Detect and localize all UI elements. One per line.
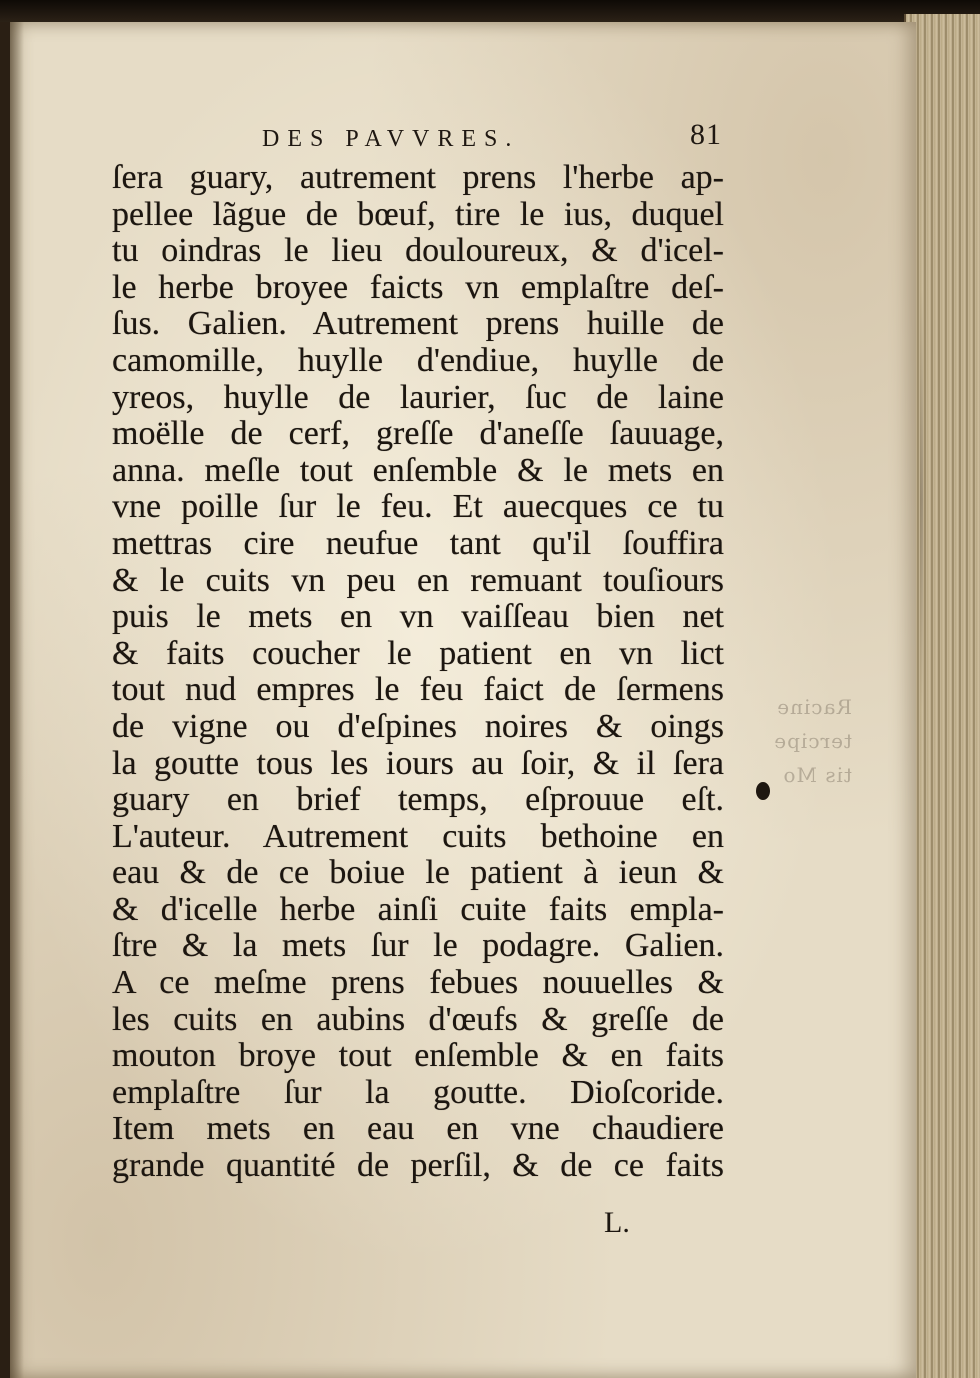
- pencil-mark: [920, 290, 923, 710]
- text-line: la goutte tous les iours au ſoir, & il ſera: [112, 744, 724, 782]
- text-line: & d'icelle herbe ainſi cuite faits empla-: [112, 890, 724, 928]
- running-head: DES PAVVRES.: [262, 126, 520, 152]
- text-line: moëlle de cerf, greſſe d'aneſſe ſauuage,: [112, 415, 724, 453]
- text-line: vne poille ſur le feu. Et auecques ce tu: [112, 488, 724, 526]
- text-line: mouton broye tout enſemble & en faits: [112, 1037, 724, 1075]
- text-line: yreos, huylle de laurier, ſuc de laine: [112, 378, 724, 416]
- margin-bleed-line: Racine: [776, 695, 852, 719]
- text-line: le herbe broyee faicts vn emplaſtre deſ-: [112, 268, 724, 306]
- text-line: ſtre & la mets ſur le podagre. Galien.: [112, 927, 724, 965]
- page-header: [262, 118, 722, 162]
- text-line: camomille, huylle d'endiue, huylle de: [112, 341, 724, 379]
- text-line: & le cuits vn peu en remuant touſiours: [112, 561, 724, 599]
- text-line: mettras cire neufue tant qu'il ſouffira: [112, 524, 724, 562]
- text-line: tu oindras le lieu douloureux, & d'icel-: [112, 232, 724, 270]
- text-line: pellee lãgue de bœuf, tire le ius, duquel: [112, 195, 724, 233]
- text-line: guary en brief temps, eſprouue eſt.: [112, 781, 724, 819]
- text-line: anna. meſle tout enſemble & le mets en: [112, 451, 724, 489]
- margin-bleed-line: tercipe: [773, 729, 852, 753]
- margin-show-through: [742, 690, 852, 792]
- text-line: puis le mets en vn vaiſſeau bien net: [112, 598, 724, 636]
- text-line: ſera guary, autrement prens l'herbe ap-: [112, 159, 724, 196]
- book-cover-edge: [0, 0, 980, 22]
- text-line: A ce meſme prens febues nouuelles &: [112, 964, 724, 1002]
- text-line: les cuits en aubins d'œufs & greſſe de: [112, 1000, 724, 1038]
- text-line: emplaſtre ſur la goutte. Dioſcoride.: [112, 1073, 724, 1111]
- text-line: L'auteur. Autrement cuits bethoine en: [112, 817, 724, 855]
- signature-mark: L.: [604, 1206, 630, 1239]
- text-line: & faits coucher le patient en vn lict: [112, 634, 724, 672]
- margin-bleed-line: tis Mo: [782, 763, 852, 787]
- text-line: de vigne ou d'eſpines noires & oings: [112, 707, 724, 745]
- body-text: [112, 160, 724, 1185]
- text-line: eau & de ce boiue le patient à ieun &: [112, 854, 724, 892]
- text-line: ſus. Galien. Autrement prens huille de: [112, 305, 724, 343]
- text-line: grande quantité de perſil, & de ce faits: [112, 1147, 724, 1185]
- text-line: tout nud empres le feu faict de ſermens: [112, 671, 724, 709]
- ink-blot: [756, 782, 770, 800]
- page-gutter-shadow: [10, 22, 24, 1378]
- page-number: 81: [690, 118, 722, 151]
- text-line: Item mets en eau en vne chaudiere: [112, 1110, 724, 1148]
